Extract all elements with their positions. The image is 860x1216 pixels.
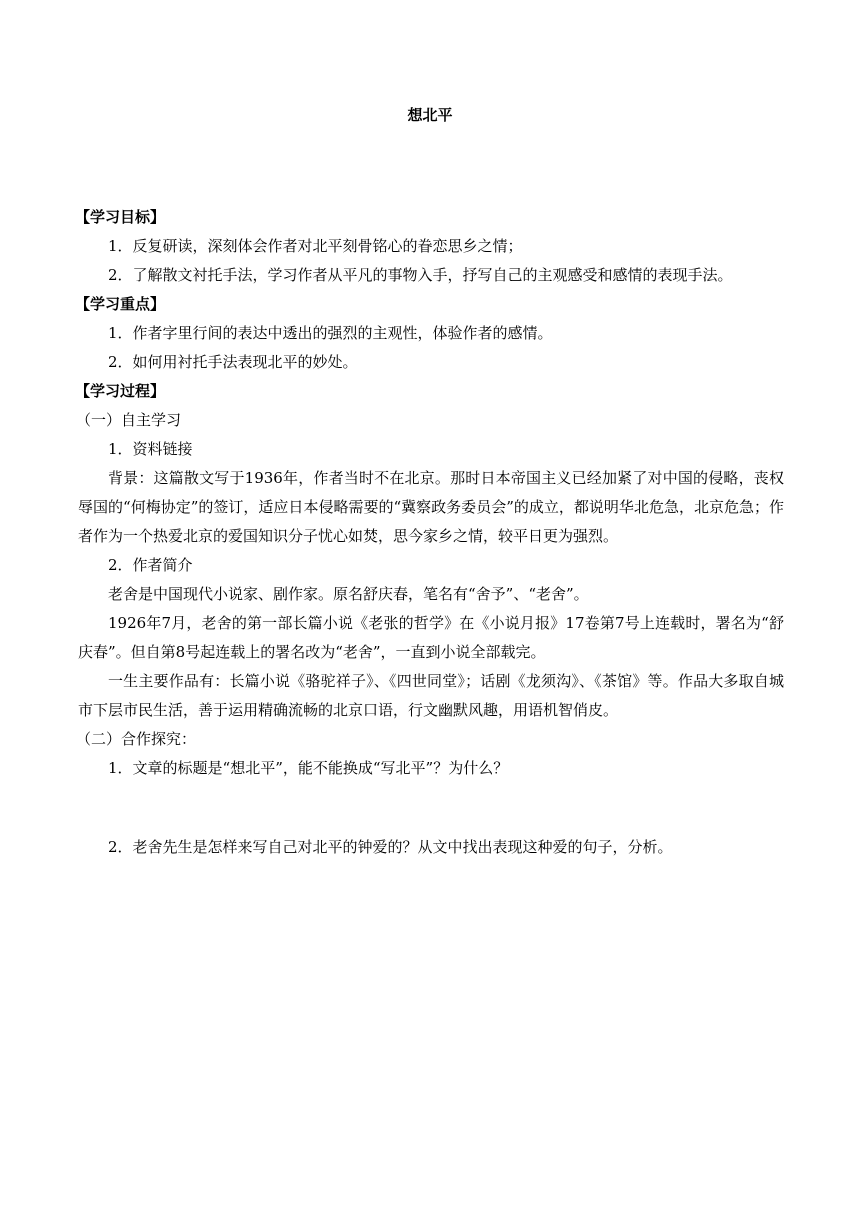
- author-intro-label: 2．作者简介: [108, 556, 193, 574]
- document-title: 想北平: [407, 106, 453, 124]
- process-heading: 【学习过程】: [75, 382, 166, 400]
- objective-item-1: 1．反复研读，深刻体会作者对北平刻骨铭心的眷恋思乡之情；: [108, 237, 523, 255]
- author-paragraph-3: 一生主要作品有：长篇小说《骆驼祥子》、《四世同堂》；话剧《龙须沟》、《茶馆》等。作品大多取自城市下层市民生活，善于运用精确流畅的北京口语，行文幽默风趣，用语机智俏皮。: [78, 672, 784, 719]
- answer-space-1: [78, 783, 784, 833]
- key-point-item-1: 1．作者字里行间的表达中透出的强烈的主观性，体验作者的感情。: [108, 324, 553, 342]
- author-paragraph-1: 老舍是中国现代小说家、剧作家。原名舒庆春，笔名有“舍予”、“老舍”。: [108, 585, 589, 603]
- background-paragraph: 背景：这篇散文写于1936年，作者当时不在北京。那时日本帝国主义已经加紧了对中国的侵略，丧权辱国的“何梅协定”的签订，适应日本侵略需要的“冀察政务委员会”的成立，都说明华北危急，北京危急；作者作为一个热爱北京的爱国知识分子忧心如焚，思今家乡之情，较平日更为强烈。: [78, 469, 784, 545]
- question-1: 1．文章的标题是“想北平”，能不能换成“写北平”？为什么？: [108, 759, 509, 777]
- self-study-label: （一）自主学习: [76, 411, 182, 429]
- resources-label: 1．资料链接: [108, 440, 193, 458]
- author-paragraph-2: 1926年7月，老舍的第一部长篇小说《老张的哲学》在《小说月报》17卷第7号上连载时，署名为“舒庆春”。但自第8号起连载上的署名改为“老舍”，一直到小说全部载完。: [78, 614, 784, 661]
- cooperation-label: （二）合作探究：: [76, 730, 197, 748]
- document-body: [75, 203, 784, 862]
- objectives-heading: 【学习目标】: [75, 208, 166, 226]
- key-points-heading: 【学习重点】: [75, 295, 166, 313]
- question-2: 2．老舍先生是怎样来写自己对北平的钟爱的？从文中找出表现这种爱的句子，分析。: [108, 838, 673, 856]
- key-point-item-2: 2．如何用衬托手法表现北平的妙处。: [108, 353, 358, 371]
- objective-item-2: 2．了解散文衬托手法，学习作者从平凡的事物入手，抒写自己的主观感受和感情的表现手法。: [108, 266, 733, 284]
